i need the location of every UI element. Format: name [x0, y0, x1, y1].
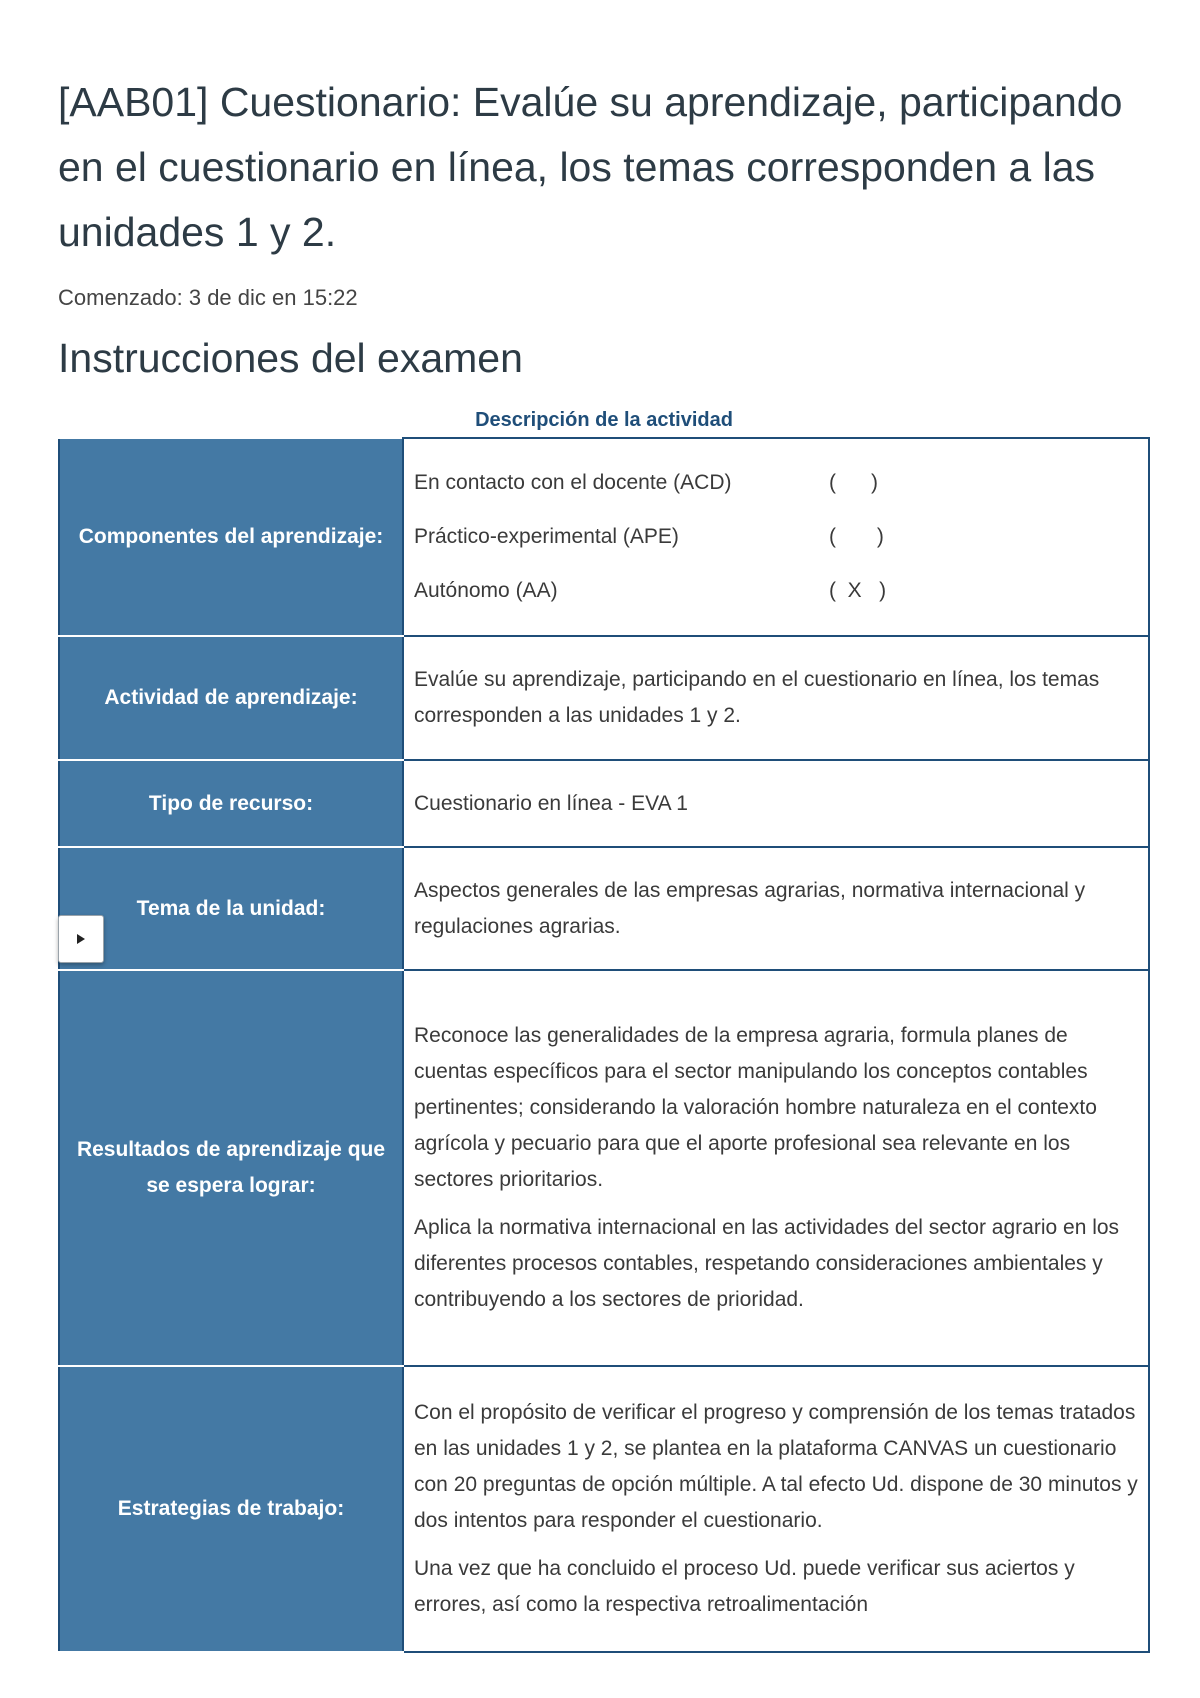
component-mark: ( )	[829, 525, 884, 548]
activity-value: Evalúe su aprendizaje, participando en el cuestionario en línea, los temas corresponden a las unidades 1 y 2.	[403, 636, 1149, 760]
topic-value: Aspectos generales de las empresas agrarias, normativa internacional y regulaciones agrarias.	[403, 847, 1149, 970]
results-paragraph: Aplica la normativa internacional en las actividades del sector agrario en los diferentes procesos contables, respetando consideraciones ambientales y contribuyendo a los sectores de prioridad.	[414, 1216, 1120, 1311]
quiz-title: [AAB01] Cuestionario: Evalúe su aprendizaje, participando en el cuestionario en línea, los temas corresponden a las unidades 1 y 2.	[58, 79, 1123, 255]
table-row-resource	[59, 760, 1149, 847]
sidebar-toggle-button[interactable]	[58, 915, 104, 963]
strategies-label: Estrategias de trabajo:	[59, 1366, 403, 1652]
resource-label: Tipo de recurso:	[59, 760, 403, 847]
instructions-heading: Instrucciones del examen	[58, 335, 523, 381]
results-paragraph: Reconoce las generalidades de la empresa agraria, formula planes de cuentas específicos para el sector manipulando los conceptos contables pertinentes; considerando la valoración hombre naturaleza en el contexto agrícola y pecuario para que el aporte profesional sea relevante en los sectores prioritarios.	[414, 1024, 1097, 1191]
components-value	[403, 438, 1149, 636]
table-row-activity	[59, 636, 1149, 760]
component-label: Autónomo (AA)	[414, 579, 558, 602]
component-label: En contacto con el docente (ACD)	[414, 471, 732, 494]
strategies-value	[403, 1366, 1149, 1652]
results-value	[403, 970, 1149, 1366]
play-triangle-icon	[76, 933, 86, 945]
table-row-results	[59, 970, 1149, 1366]
resource-value: Cuestionario en línea - EVA 1	[403, 760, 1149, 847]
table-row-topic	[59, 847, 1149, 970]
components-label: Componentes del aprendizaje:	[59, 438, 403, 636]
component-item-ape	[414, 510, 1138, 564]
strategies-paragraph: Con el propósito de verificar el progreso y comprensión de los temas tratados en las unidades 1 y 2, se plantea en la plataforma CANVAS un cuestionario con 20 preguntas de opción múltiple. A tal efecto Ud. dispone de 30 minutos y dos intentos para responder el cuestionario.	[414, 1401, 1138, 1532]
topic-label: Tema de la unidad:	[59, 847, 403, 970]
table-row-strategies	[59, 1366, 1149, 1652]
activity-label: Actividad de aprendizaje:	[59, 636, 403, 760]
component-item-aa	[414, 564, 1138, 618]
started-timestamp: Comenzado: 3 de dic en 15:22	[58, 285, 358, 310]
component-mark: ( )	[829, 471, 878, 494]
component-item-acd	[414, 456, 1138, 510]
component-mark: ( X )	[829, 579, 887, 602]
strategies-paragraph: Una vez que ha concluido el proceso Ud. puede verificar sus aciertos y errores, así como la respectiva retroalimentación	[414, 1557, 1075, 1616]
table-row-components	[59, 438, 1149, 636]
results-label: Resultados de aprendizaje que se espera lograr:	[59, 970, 403, 1366]
table-caption: Descripción de la actividad	[475, 409, 733, 431]
activity-description-table	[58, 437, 1150, 1653]
component-label: Práctico-experimental (APE)	[414, 525, 679, 548]
quiz-page	[58, 70, 1150, 1653]
